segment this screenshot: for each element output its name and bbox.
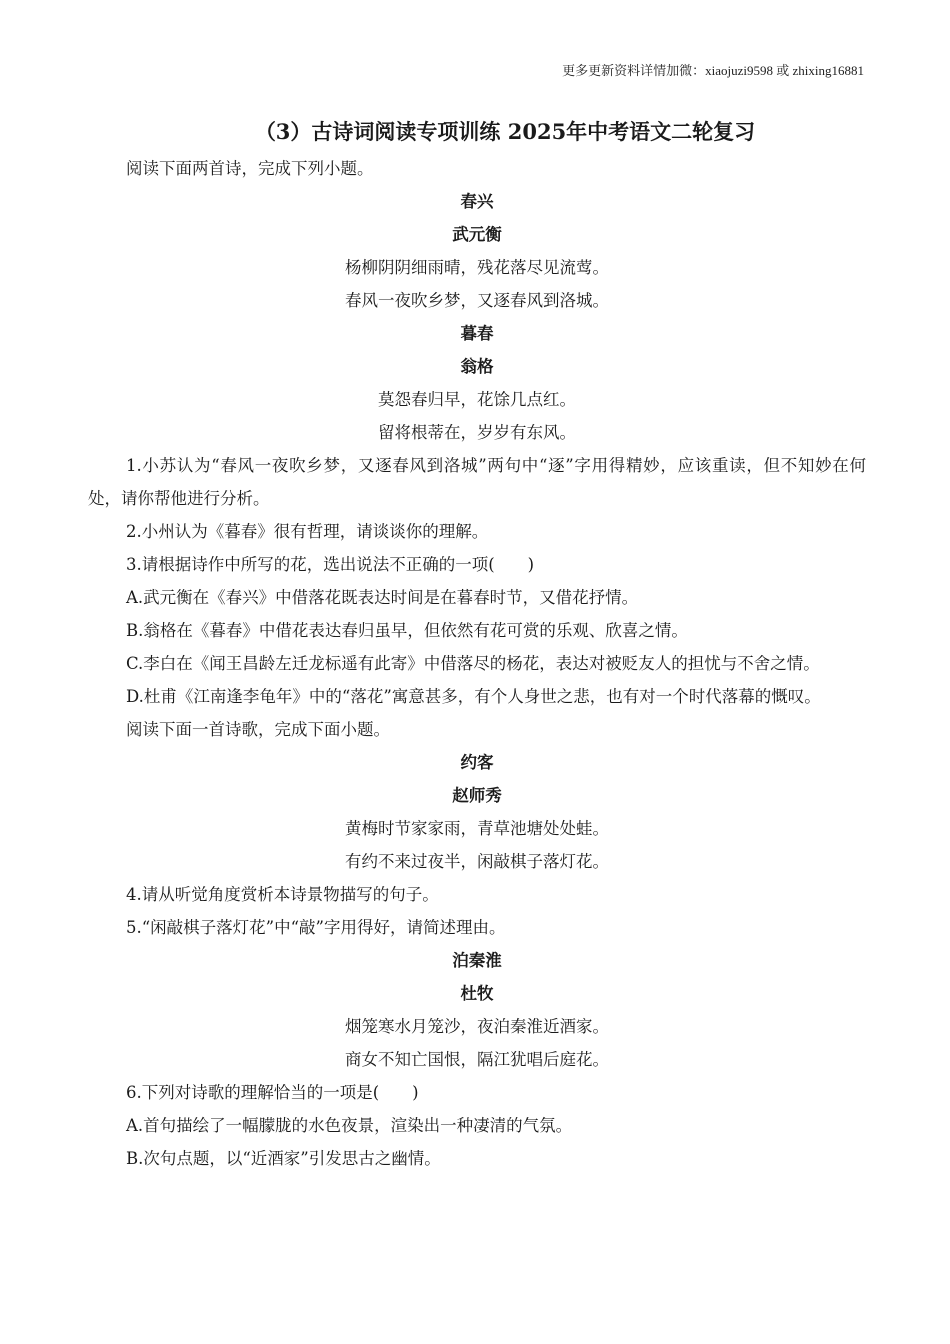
q3-option-c: C.李白在《闻王昌龄左迁龙标遥有此寄》中借落尽的杨花，表达对被贬友人的担忧与不舍之情。 [126,654,820,673]
poem3-line-2: 有约不来过夜半，闲敲棋子落灯花。 [345,852,609,871]
question-3: 3.请根据诗作中所写的花，选出说法不正确的一项( ) [126,555,535,574]
poem2-line-1: 莫怨春归早，花馀几点红。 [378,390,576,409]
poem3-title: 约客 [460,753,494,772]
poem4-author: 杜牧 [460,984,494,1003]
q6-option-a: A.首句描绘了一幅朦胧的水色夜景，渲染出一种凄清的气氛。 [126,1116,573,1135]
poem4-line-2: 商女不知亡国恨，隔江犹唱后庭花。 [345,1050,609,1069]
q3-option-a: A.武元衡在《春兴》中借落花既表达时间是在暮春时节，又借花抒情。 [126,588,639,607]
question-1: 1.小苏认为“春风一夜吹乡梦，又逐春风到洛城”两句中“逐”字用得精妙，应该重读，但不知妙在何处，请你帮他进行分析。 [88,456,866,508]
poem3-author: 赵师秀 [452,786,502,805]
poem2-title: 暮春 [460,324,494,343]
q3-option-b: B.翁格在《暮春》中借花表达春归虽早，但依然有花可赏的乐观、欣喜之情。 [126,621,688,640]
poem4-line-1: 烟笼寒水月笼沙，夜泊秦淮近酒家。 [345,1017,609,1036]
poem1-line-1: 杨柳阴阴细雨晴，残花落尽见流莺。 [345,258,609,277]
poem3-line-1: 黄梅时节家家雨，青草池塘处处蛙。 [345,819,609,838]
page-title: （3）古诗词阅读专项训练 2025年中考语文二轮复习 [254,119,756,144]
question-4: 4.请从听觉角度赏析本诗景物描写的句子。 [126,885,439,904]
question-5: 5.“闲敲棋子落灯花”中“敲”字用得好，请简述理由。 [126,918,506,937]
header-note: 更多更新资料详情加微：xiaojuzi9598 或 zhixing16881 [562,63,864,78]
question-6: 6.下列对诗歌的理解恰当的一项是( ) [126,1083,419,1102]
poem2-line-2: 留将根蒂在，岁岁有东风。 [378,423,576,442]
q3-option-d: D.杜甫《江南逢李龟年》中的“落花”寓意甚多，有个人身世之悲，也有对一个时代落幕的慨叹。 [126,687,821,706]
q6-option-b: B.次句点题，以“近酒家”引发思古之幽情。 [126,1149,441,1168]
poem1-title: 春兴 [460,192,494,211]
document-body [88,152,866,1175]
question-2: 2.小州认为《暮春》很有哲理，请谈谈你的理解。 [126,522,489,541]
poem2-author: 翁格 [460,357,494,376]
poem4-title: 泊秦淮 [452,951,502,970]
section2-intro: 阅读下面一首诗歌，完成下面小题。 [126,720,390,739]
section1-intro: 阅读下面两首诗，完成下列小题。 [126,159,374,178]
poem1-line-2: 春风一夜吹乡梦，又逐春风到洛城。 [345,291,609,310]
poem1-author: 武元衡 [452,225,502,244]
